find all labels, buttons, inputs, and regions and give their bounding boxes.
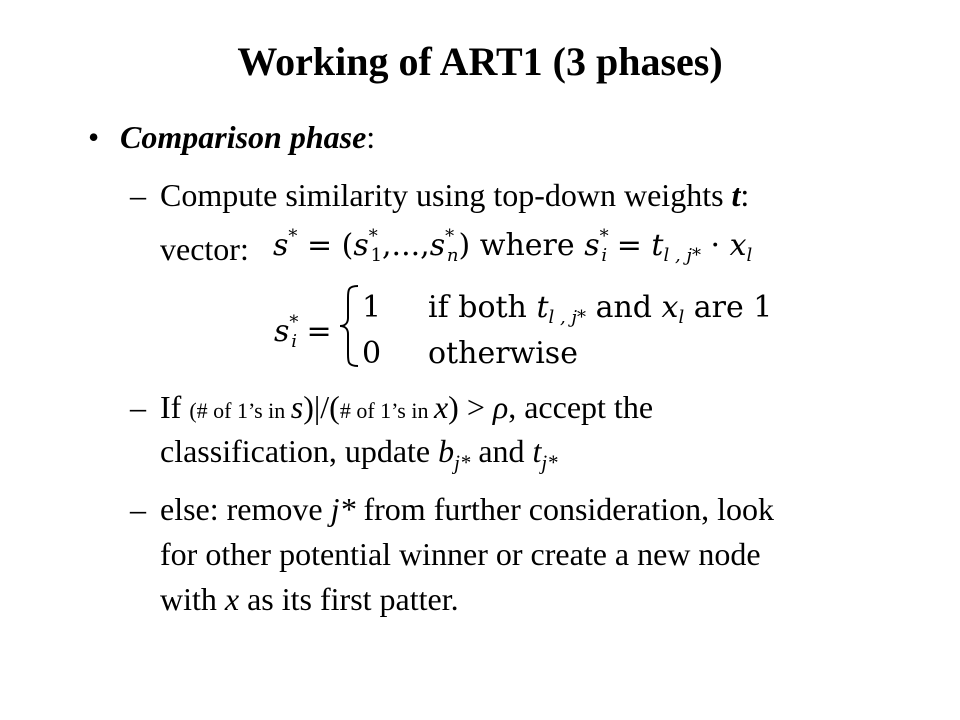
sub2-line2a: classification, update	[160, 433, 439, 469]
case2-value: 0	[362, 336, 382, 371]
sub3-line3	[160, 580, 459, 618]
f1-sn-sup: *	[445, 225, 455, 247]
case2-condition: otherwise	[428, 336, 578, 371]
sub1-var-t: t	[731, 177, 741, 213]
f1-where: where	[479, 228, 575, 263]
sub2-x: x	[433, 389, 449, 425]
formula-similarity-vector	[273, 226, 752, 270]
f2-lhs-sub: i	[291, 331, 297, 353]
sub3-line1	[160, 490, 774, 528]
sub3-x: x	[224, 581, 240, 617]
sub2-if: If	[160, 389, 182, 425]
sub2-paren1: (# of 1’s in	[189, 398, 291, 423]
sub2-line1	[160, 388, 653, 430]
f1-sn: s	[429, 228, 446, 263]
left-brace	[338, 284, 362, 368]
case1-x: x	[661, 290, 679, 325]
sub2-and: and	[470, 433, 533, 469]
case1-and: and	[595, 290, 652, 325]
bullet-colon: :	[366, 119, 376, 155]
f1-dots: ,...,	[382, 228, 430, 263]
f1-si-sub: i	[601, 245, 608, 267]
case1-text1: if both	[428, 290, 527, 325]
sub1-text-before: Compute similarity using top-down weights	[160, 177, 732, 213]
bullet-label: Comparison phase	[120, 119, 367, 155]
sub1-text-after: :	[740, 177, 750, 213]
sub2-rho: ρ	[492, 389, 509, 425]
sub2-s: s	[290, 389, 304, 425]
f1-t: t	[651, 228, 664, 263]
f1-s1-sub: 1	[370, 245, 383, 267]
f1-close: )	[458, 228, 471, 263]
sub3-line2: for other potential winner or create a new node	[160, 536, 761, 572]
f2-eq: =	[306, 314, 332, 349]
f1-eq: =	[616, 228, 642, 263]
case1-x-sub: l	[678, 307, 685, 329]
sub3-line3b: as its first patter.	[239, 581, 459, 617]
sub2-b-sub: j*	[454, 451, 471, 475]
sub1-vector-label: vector:	[160, 231, 249, 267]
f1-eq-open: = (	[306, 228, 354, 263]
case1-condition	[428, 288, 772, 332]
f1-sn-sub: n	[446, 245, 459, 267]
f1-s1-sup: *	[368, 225, 378, 247]
f1-dot: ·	[710, 228, 721, 263]
case1-t: t	[536, 290, 549, 325]
sub3-dash: –	[130, 491, 146, 527]
sub3-j: j*	[330, 491, 356, 527]
f1-si: s	[584, 228, 600, 263]
f1-lhs: s	[273, 228, 289, 263]
sub2-mid: )|/(	[303, 389, 340, 425]
sub2-t-sub: j*	[541, 451, 558, 475]
f2-lhs: s	[274, 314, 290, 349]
f1-x: x	[729, 228, 747, 263]
sub2-gt: ) >	[448, 389, 493, 425]
f1-x-sub: l	[746, 245, 753, 267]
f1-si-sup: *	[599, 225, 609, 247]
formula-piecewise-lhs	[274, 312, 332, 356]
case1-value: 1	[362, 290, 382, 325]
bullet-marker: •	[88, 119, 100, 155]
sub2-dash: –	[130, 389, 146, 425]
slide-title: Working of ART1 (3 phases)	[237, 39, 723, 84]
sub2-rest1: , accept the	[508, 389, 654, 425]
sub1-line	[160, 176, 749, 214]
f1-lhs-sup: *	[288, 225, 298, 247]
sub3-line3a: with	[160, 581, 225, 617]
sub3-line1a: else: remove	[160, 491, 331, 527]
f1-s1: s	[353, 228, 369, 263]
sub2-b: b	[438, 433, 455, 469]
sub2-t: t	[532, 433, 542, 469]
f1-t-sub: l , j*	[663, 245, 701, 267]
case1-text2: are 1	[693, 290, 773, 325]
sub1-dash: –	[130, 177, 146, 213]
f2-lhs-sup: *	[289, 311, 299, 333]
bullet-comparison-phase	[120, 118, 375, 156]
case1-t-sub: l , j*	[548, 307, 587, 329]
sub2-paren2: # of 1’s in	[339, 398, 434, 423]
sub2-line2	[160, 432, 558, 475]
sub3-line1b: from further consideration, look	[355, 491, 775, 527]
